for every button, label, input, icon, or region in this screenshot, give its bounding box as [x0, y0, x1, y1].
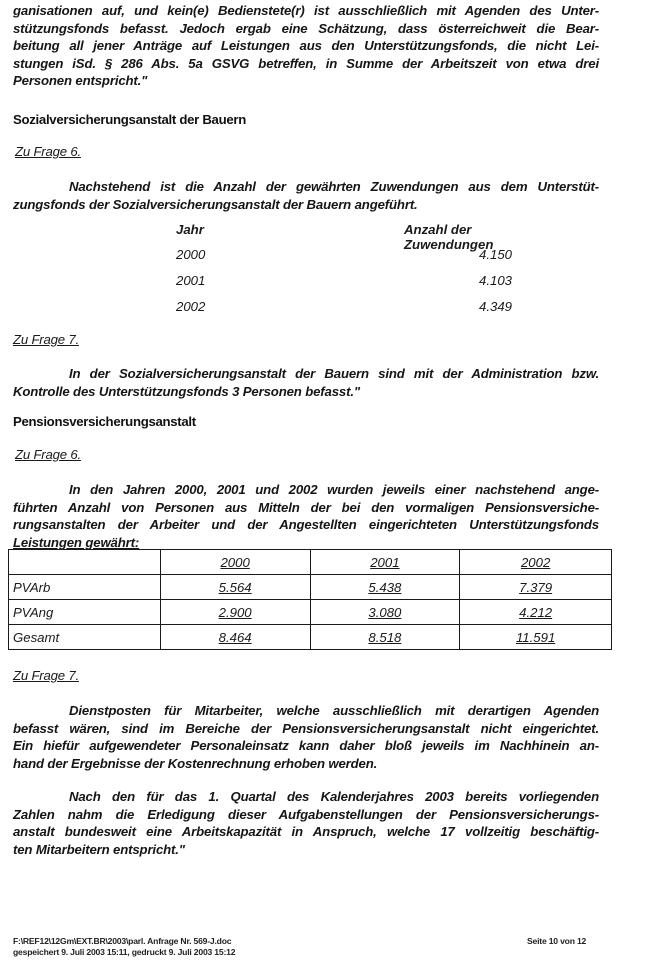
table-header-row — [9, 550, 612, 575]
frage-7-label-pension: Zu Frage 7. — [13, 668, 79, 683]
text-line: Nachstehend ist die Anzahl der gewährten Zuwendungen aus dem Unterstüt- — [69, 179, 599, 194]
table-header-2002: 2002 — [460, 550, 612, 575]
table-header-empty — [9, 550, 161, 575]
table-cell: 2.900 — [160, 600, 310, 625]
text-line: Nach den für das 1. Quartal des Kalenderjahres 2003 bereits vorliegenden — [69, 789, 599, 804]
text-line: befasst wären, sind im Bereiche der Pensionsversicherungsanstalt nicht eingerichtet. — [13, 720, 599, 736]
text-line: Personen entspricht." — [13, 73, 148, 88]
table-cell-value: 4.150 — [479, 247, 513, 262]
text-line: Zahlen nahm die Erledigung dieser Aufgabenstellungen der Pensionsversicherungs- — [13, 806, 599, 822]
footer-saved-printed: gespeichert 9. Juli 2003 15:11, gedruckt 9. Juli 2003 15:12 — [13, 947, 236, 957]
table-cell: 5.438 — [310, 575, 460, 600]
footer-file-path: F:\REF12\12Gm\EXT.BR\2003\parl. Anfrage Nr. 569-J.doc — [13, 936, 232, 946]
section-heading-bauern: Sozialversicherungsanstalt der Bauern — [13, 112, 246, 127]
text-line: beitung all jener Anträge auf Leistungen aus den Unterstützungsfonds, die nicht Lei- — [13, 38, 599, 53]
text-line: ganisationen auf, und kein(e) Bedienstete(r) ist ausschließlich mit Agenden des Unter- — [13, 3, 599, 18]
text-line: Ein hiefür aufgewendeter Personaleinsatz kann daher bloß jeweils im Nachhinein an- — [13, 738, 599, 753]
table-header-2000: 2000 — [160, 550, 310, 575]
text-line: führten Anzahl von Personen aus Mitteln der bei den vormaligen Pensionsversiche- — [13, 499, 599, 515]
text-line: zungsfonds der Sozialversicherungsanstalt der Bauern angeführt. — [13, 196, 418, 212]
table-header-2001: 2001 — [310, 550, 460, 575]
pension-frage7-paragraph-2 — [13, 788, 599, 858]
text-line: stungen iSd. § 286 Abs. 5a GSVG betreffen, in Summe der Arbeitszeit von etwa drei — [13, 55, 599, 71]
text-line: Leistungen gewährt: — [13, 534, 140, 550]
table-cell: 7.379 — [460, 575, 612, 600]
pension-leistungen-table — [8, 549, 612, 650]
table-cell-value: 4.349 — [479, 299, 513, 314]
table-cell: 8.518 — [310, 625, 460, 650]
table-cell-year: 2002 — [176, 299, 206, 314]
text-line: anstalt bundesweit eine Arbeitskapazität in Anspruch, welche 17 vollzeitig beschäftig- — [13, 824, 599, 839]
table-cell: 8.464 — [160, 625, 310, 650]
table-cell: 11.591 — [460, 625, 612, 650]
text-line: stützungsfonds befasst. Jedoch ergab eine Schätzung, dass österreichweit die Bear- — [13, 20, 599, 36]
table-cell: 3.080 — [310, 600, 460, 625]
text-line: rungsanstalten der Arbeiter und der Angestellten eingerichteten Unterstützungsfonds — [13, 517, 599, 532]
text-line: In den Jahren 2000, 2001 und 2002 wurden jeweils einer nachstehend ange- — [69, 482, 599, 497]
frage-6-label-bauern: Zu Frage 6. — [15, 144, 81, 159]
text-line: Kontrolle des Unterstützungsfonds 3 Personen befasst." — [13, 383, 360, 399]
table-header-jahr: Jahr — [176, 222, 204, 237]
pension-frage6-paragraph — [13, 481, 599, 551]
frage-7-label-bauern: Zu Frage 7. — [13, 332, 79, 347]
text-line: In der Sozialversicherungsanstalt der Bauern sind mit der Administration bzw. — [69, 366, 599, 381]
table-cell-value: 4.103 — [479, 273, 513, 288]
footer-file-info — [13, 936, 235, 958]
section-heading-pension: Pensionsversicherungsanstalt — [13, 414, 196, 429]
footer-page-number: Seite 10 von 12 — [527, 936, 587, 946]
table-header-anzahl: Anzahl der Zuwendungen — [404, 222, 494, 252]
row-label: PVArb — [9, 575, 161, 600]
table-cell-year: 2000 — [176, 247, 206, 262]
text-line: ten Mitarbeitern entspricht." — [13, 841, 185, 857]
pension-frage7-paragraph-1 — [13, 702, 599, 772]
row-label: Gesamt — [9, 625, 161, 650]
frage-6-label-pension: Zu Frage 6. — [15, 447, 81, 462]
table-cell-year: 2001 — [176, 273, 206, 288]
bauern-frage7-paragraph — [13, 365, 599, 400]
table-cell: 4.212 — [460, 600, 612, 625]
table-cell: 5.564 — [160, 575, 310, 600]
intro-paragraph — [13, 2, 599, 90]
table-row — [9, 575, 612, 600]
text-line: hand der Ergebnisse der Kostenrechnung erhoben werden. — [13, 755, 378, 771]
table-row — [9, 625, 612, 650]
text-line: Dienstposten für Mitarbeiter, welche ausschließlich mit derartigen Agenden — [69, 703, 599, 718]
table-row — [9, 600, 612, 625]
row-label: PVAng — [9, 600, 161, 625]
bauern-frage6-paragraph — [13, 178, 599, 213]
